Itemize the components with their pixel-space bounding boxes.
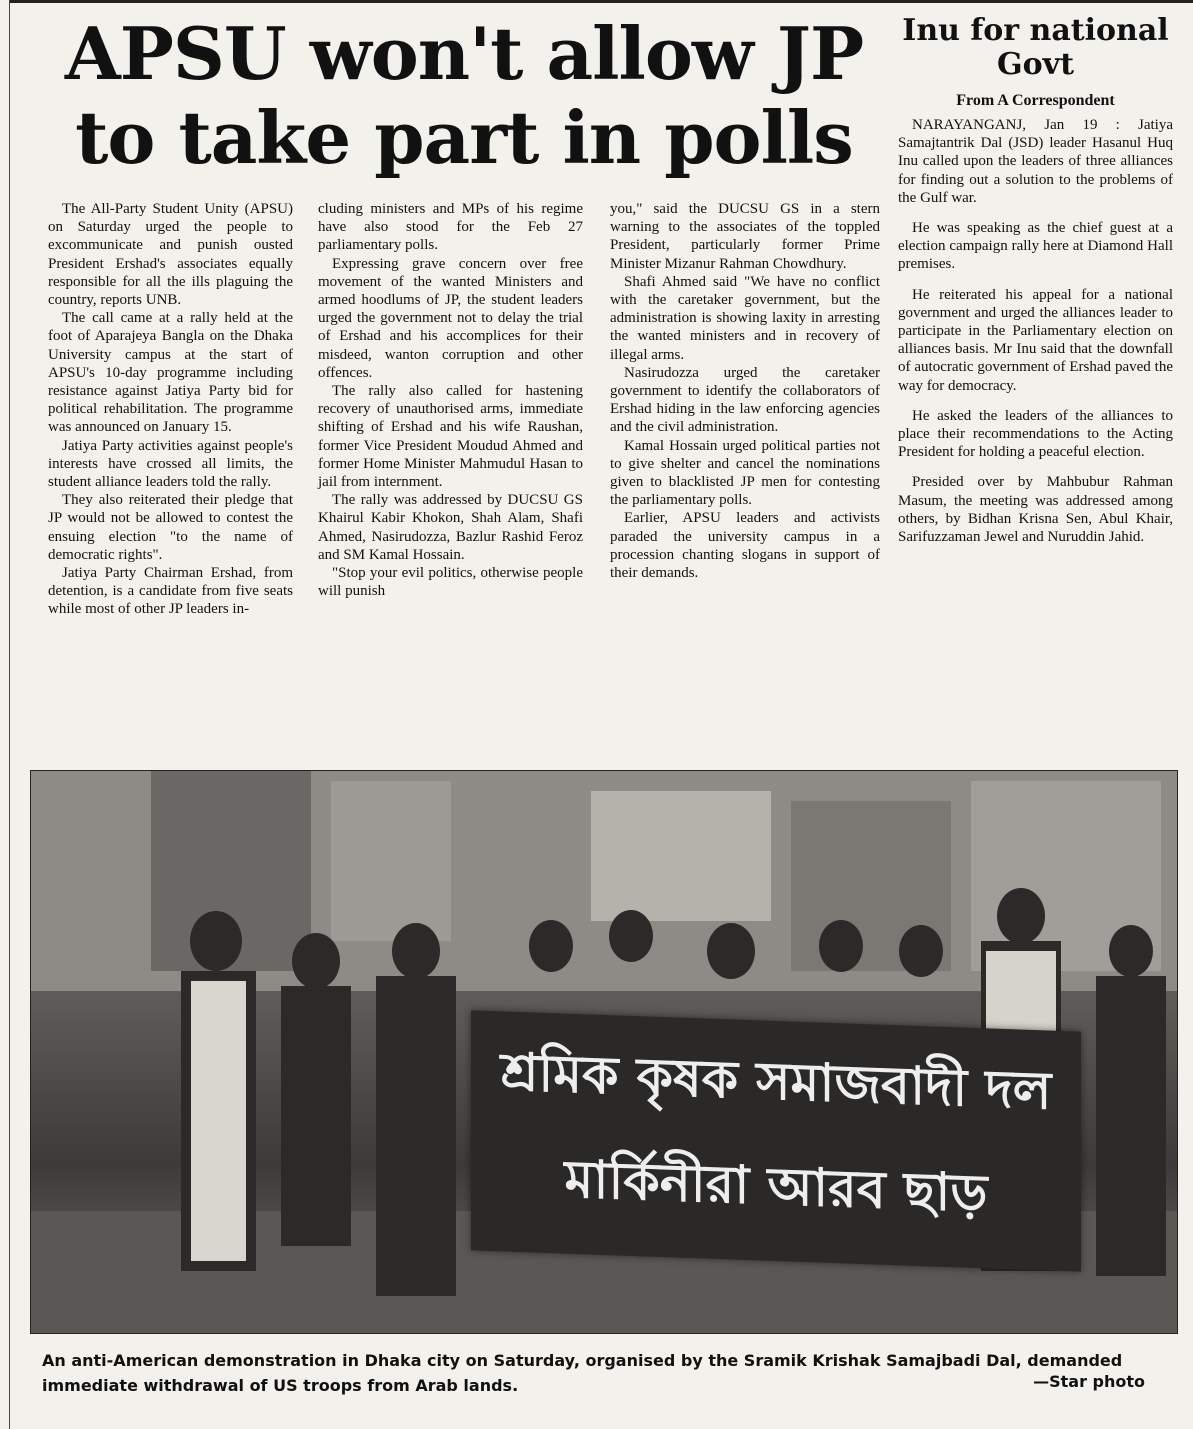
- protest-banner: [471, 1010, 1081, 1271]
- paragraph: "Stop your evil politics, otherwise people will punish: [318, 565, 583, 600]
- paragraph: The call came at a rally held at the foot of Aparajeya Bangla on the Dhaka University campus at the start of APSU's 10-day programme including resistance against Jatiya Party bid for political rehabilitation. The programme was announced on January 15.: [48, 310, 293, 436]
- paragraph: Jatiya Party activities against people's interests have crossed all limits, the student alliance leaders told the rally.: [48, 437, 293, 491]
- paragraph: NARAYANGANJ, Jan 19 : Jatiya Samajtantrik Dal (JSD) leader Hasanul Huq Inu called upon the leaders of three alliances for finding out a solution to the problems of the Gulf war.: [898, 117, 1173, 206]
- paragraph: He reiterated his appeal for a national government and urged the alliances leader to participate in the Parliamentary election on alliances basis. Mr Inu said that the downfall of autocratic government of Ershad paved the way for democracy.: [898, 286, 1173, 394]
- headline-line-2: to take part in polls: [75, 95, 853, 180]
- paragraph: The rally also called for hastening recovery of unauthorised arms, immediate shifting of Ershad and his wife Raushan, former Vice President Moudud Ahmed and former Home Minister Mahmudul Hasan to jail from internment.: [318, 383, 583, 491]
- paragraph: Presided over by Mahbubur Rahman Masum, the meeting was addressed among others, by Bidhan Krisna Sen, Abul Khair, Sarifuzzaman Jewel and Nuruddin Jahid.: [898, 474, 1173, 546]
- photo-credit: —Star photo: [1033, 1372, 1145, 1391]
- photo-caption: An anti-American demonstration in Dhaka city on Saturday, organised by the Sramik Krishak Samajbadi Dal, demanded immediate withdrawal of US troops from Arab lands.: [42, 1351, 1123, 1395]
- paragraph: The rally was addressed by DUCSU GS Khairul Kabir Khokon, Shah Alam, Shafi Ahmed, Nasirudozza, Bazlur Rashid Feroz and SM Kamal Hossain.: [318, 492, 583, 563]
- paragraph: Nasirudozza urged the caretaker government to identify the collaborators of Ershad hiding in the law enforcing agencies and the civil administration.: [610, 364, 880, 436]
- byline: From A Correspondent: [956, 92, 1115, 109]
- paragraph: He was speaking as the chief guest at a election campaign rally here at Diamond Hall premises.: [898, 220, 1173, 273]
- paragraph: Expressing grave concern over free movement of the wanted Ministers and armed hoodlums of JP, the student leaders urged the government not to delay the trial of Ershad and his accomplices for their misdeed, wanton corruption and other offences.: [318, 255, 583, 381]
- paragraph: Jatiya Party Chairman Ershad, from detention, is a candidate from five seats while most of other JP leaders in-: [48, 565, 293, 618]
- side-story-title: [898, 14, 1173, 82]
- paragraph: They also reiterated their pledge that JP would not be allowed to contest the ensuing election "to the name of democratic rights".: [48, 492, 293, 563]
- paragraph: Earlier, APSU leaders and activists paraded the university campus in a procession chanting slogans in support of their demands.: [610, 510, 880, 582]
- paragraph: The All-Party Student Unity (APSU) on Saturday urged the people to excommunicate and punish ousted President Ershad's associates equally responsible for all the ills plaguing the country, reports UNB.: [48, 201, 293, 309]
- banner-line-1: শ্রমিক কৃষক সমাজবাদী দল: [500, 1042, 1052, 1122]
- paragraph: Shafi Ahmed said "We have no conflict with the caretaker government, but the administration is showing laxity in arresting the wanted ministers and in recovery of illegal arms.: [610, 273, 880, 363]
- side-story-body: [898, 116, 1173, 546]
- paragraph: He asked the leaders of the alliances to place their recommendations to the Acting President for holding a peaceful election.: [898, 407, 1173, 461]
- left-rule: [9, 0, 10, 1429]
- story-column-1: [48, 200, 293, 619]
- side-title-line-1: Inu for national: [902, 13, 1169, 48]
- paragraph: you," said the DUCSU GS in a stern warning to the associates of the toppled President, particularly former Prime Minister Mizanur Rahman Chowdhury.: [610, 201, 880, 272]
- news-photo: [30, 770, 1178, 1334]
- headline: [44, 12, 884, 180]
- story-column-2: [318, 200, 583, 600]
- top-rule: [10, 0, 1193, 3]
- paragraph: Kamal Hossain urged political parties not to give shelter and cancel the nominations given to blacklisted JP men for contesting the parliamentary polls.: [610, 437, 880, 509]
- side-title-line-2: Govt: [997, 47, 1074, 82]
- story-column-3: [610, 200, 880, 582]
- banner-line-2: মার্কিনীরা আরব ছাড়: [564, 1149, 988, 1225]
- side-story: [898, 14, 1173, 558]
- headline-line-1: APSU won't allow JP: [64, 11, 864, 96]
- paragraph: cluding ministers and MPs of his regime have also stood for the Feb 27 parliamentary polls.: [318, 201, 583, 254]
